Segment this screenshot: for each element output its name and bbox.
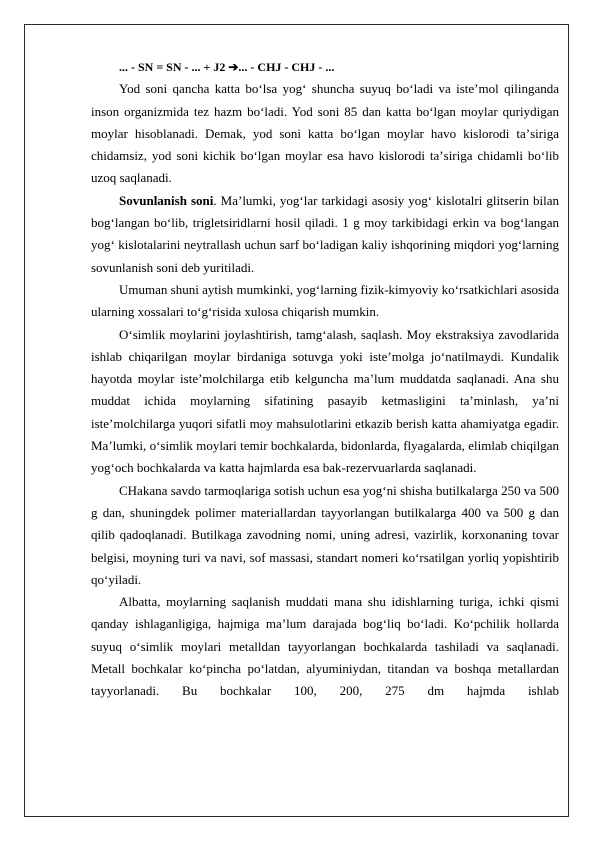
term-heading: Sovunlanish soni	[119, 192, 214, 208]
paragraph-text: Oʻsimlik moylarini joylashtirish, tamgʻalash, saqlash. Moy ekstraksiya zavodlarida ishlab chiqarilgan moylar birdaniga sotuvga yoki isteʼmolga joʻnatilmaydi. Kundalik hayotda moylar isteʼmolchilarga etib kelguncha maʼlum muddatda saqlanadi. Ana shu muddat ichida moylarning sifatining pasayib ketmasligini taʼminlash, yaʼni isteʼmolchilarga yuqori sifatli moy mahsulotlarini etkazib berish katta ahamiyatga egadir. Maʼlumki, oʻsimlik moylari temir bochkalarda, bidonlarda, flyagalarda, elimlab chiqilgan yogʻoch bochkalarda va katta hajmlarda esa bak-rezervuarlarda saqlanadi.	[91, 326, 559, 476]
paragraph-iodine-number	[91, 78, 559, 189]
paragraph-storage	[91, 324, 559, 480]
paragraph-text: Albatta, moylarning saqlanish muddati mana shu idishlarning turiga, ichki qismi qanday ishlaganligiga, hajmiga maʼlum darajada bogʻliq boʻladi. Koʻpchilik hollarda suyuq oʻsimlik moylari metalldan tayyorlangan bochkalarda tashiladi va saqlanadi. Metall bochkalar koʻpincha poʻlatdan, alyuminiydan, titandan va boshqa metallardan tayyorlanadi. Bu bochkalar 100, 200, 275 dm hajmda ishlab	[91, 594, 559, 699]
paragraph-retail-packaging	[91, 480, 559, 591]
paragraph-text: . Maʼlumki, yogʻlar tarkidagi asosiy yogʻ kislotalri glitserin bilan bogʻlangan boʻlib, trigletsiridlarni hosil qiladi. 1 g moy tarkibidagi erkin va bogʻlangan yogʻ kislotalarini neytrallash uchun sarf boʻladigan kaliy ishqorining miqdori yogʻlarning sovunlanish soni deb yuritiladi.	[91, 192, 559, 275]
paragraph-saponification-number	[91, 190, 559, 279]
paragraph-text: Umuman shuni aytish mumkinki, yogʻlarning fizik-kimyoviy koʻrsatkichlari asosida ularning xossalari toʻgʻrisida xulosa chiqarish mumkin.	[91, 281, 559, 320]
paragraph-text: CHakana savdo tarmoqlariga sotish uchun esa yogʻni shisha butilkalarga 250 va 500 g dan, shuningdek polimer materiallardan tayyorlangan butilkalarga 400 va 500 g dan qilib qadoqlanadi. Butilkaga zavodning nomi, uning adresi, vazirlik, korxonaning tovar belgisi, moyning turi va navi, sof massasi, standart nomeri koʻrsatilgan yorliq yopishtirib qoʻyiladi.	[91, 482, 559, 587]
paragraph-containers	[91, 591, 559, 702]
paragraph-summary	[91, 279, 559, 324]
document-body	[91, 56, 559, 703]
paragraph-text: Yod soni qancha katta boʻlsa yogʻ shuncha suyuq boʻladi va isteʼmol qilinganda inson organizmida tez hazm boʻladi. Yod soni 85 dan katta boʻlgan moylar quriydigan moylar hisoblanadi. Demak, yod soni katta boʻlgan moylar havo kislorodi taʼsiriga chidamsiz, yod soni kichik boʻlgan moylar esa havo kislorodi taʼsiriga chidamli boʻlib uzoq saqlanadi.	[91, 81, 559, 186]
formula-line: ... - SN = SN - ... + J2 ➔... - CHJ - CHJ - ...	[119, 60, 335, 74]
